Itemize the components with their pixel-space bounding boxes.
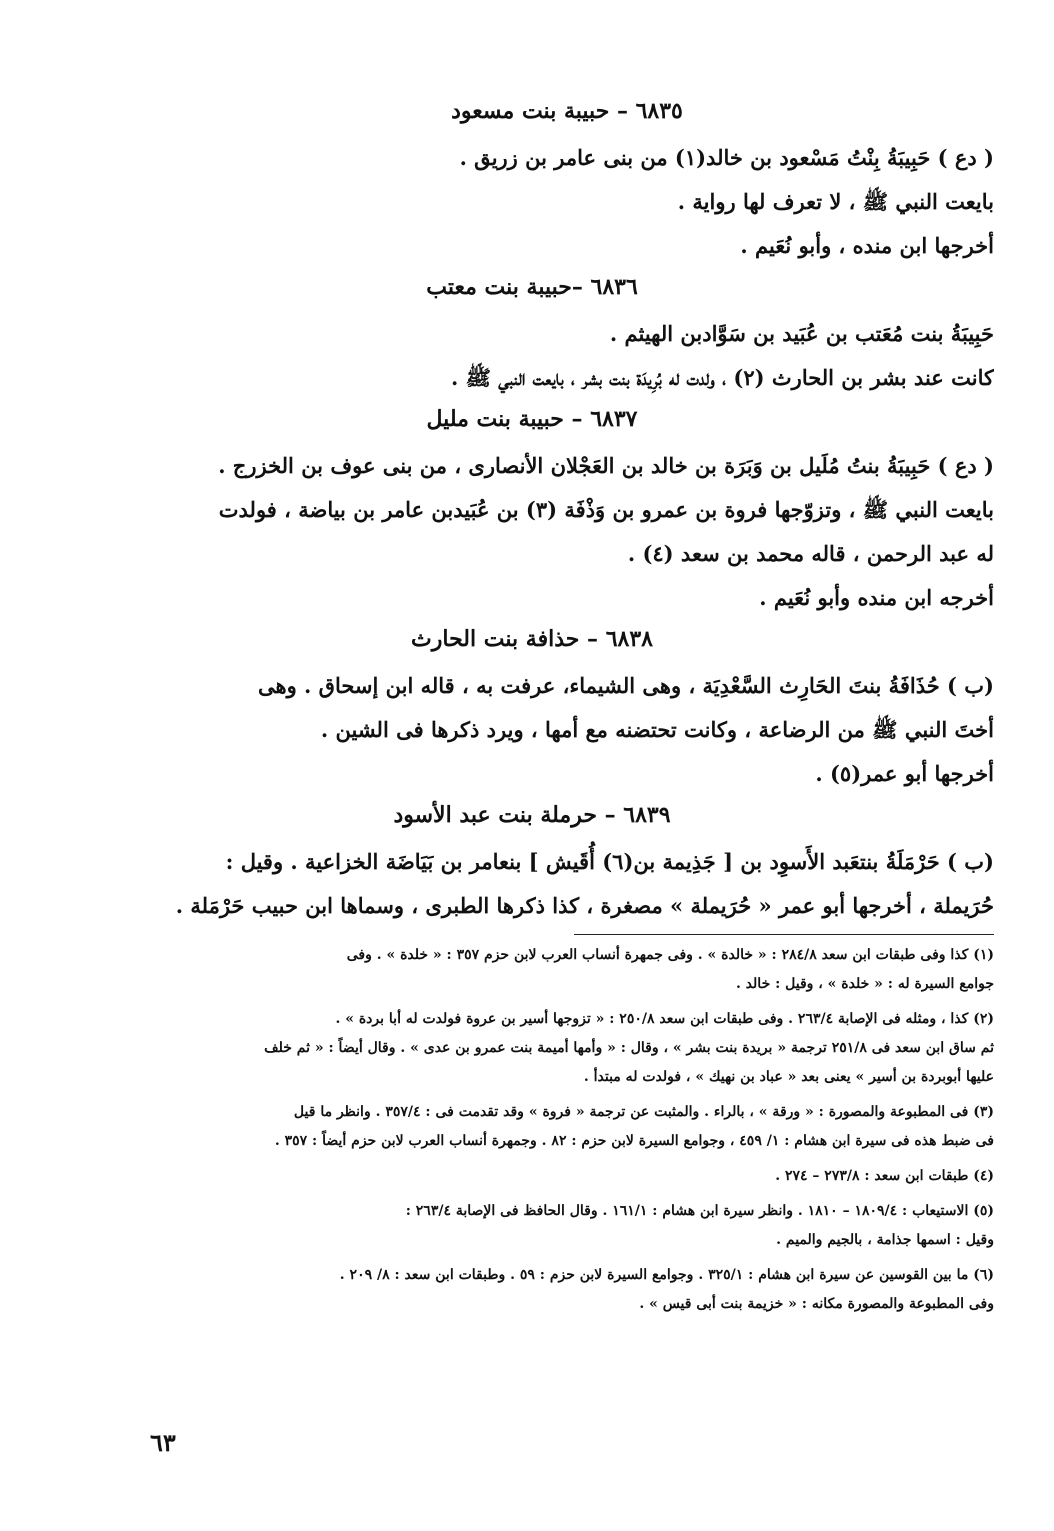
footnote-1: [70, 941, 994, 999]
text-line: ( دع ) حَبِيبَةُ بِنْتُ مَسْعود بن خالد(١) من بنى عامر بن زريق .: [459, 145, 994, 170]
text-line: بايعت النبي ﷺ ، لا تعرف لها رواية .: [677, 189, 994, 214]
text-line: حُرَيملة ، أخرجها أبو عمر « حُرَيملة » مصغرة ، كذا ذكرها الطبرى ، وسماها ابن حبيب حَرْمَلة .: [175, 893, 994, 918]
text-line: (ب ) حُذَافَةُ بنتَ الحَارِث السَّعْدِيَة ، وهى الشيماء، عرفت به ، قاله ابن إسحاق . وهى: [258, 673, 994, 698]
entry-body-6835: [70, 136, 994, 268]
text-line: بايعت النبي ﷺ ، وتزوّجها فروة بن عمرو بن وَذْفَة (٣) بن عُبَيدبن عامر بن بياضة ، فولدت: [218, 497, 994, 522]
footnote-line: فى ضبط هذه فى سيرة ابن هشام : ١/ ٤٥٩ ، وجوامع السيرة لابن حزم : ٨٢ . وجمهرة أنساب العرب لابن حزم أيضاً : ٣٥٧ .: [274, 1133, 994, 1149]
entry-body-6838: [70, 664, 994, 796]
text-line: كانت عند بشر بن الحارث (٢) ، ولدت له بُرِيدَة بنت بشر ، بايعت النبي ﷺ .: [451, 365, 994, 390]
entry-heading-6835: ٦٨٣٥ – حبيبة بنت مسعود: [451, 98, 683, 124]
footnote-5: [70, 1197, 994, 1255]
footnote-4: [70, 1162, 994, 1191]
entry-heading-6836: ٦٨٣٦ –حبيبة بنت معتب: [426, 274, 638, 300]
entry-body-6839: [70, 840, 994, 928]
entry-heading-6839: ٦٨٣٩ – حرملة بنت عبد الأسود: [393, 802, 671, 828]
footnote-line: (٣) فى المطبوعة والمصورة : « ورقة » ، بالراء . والمثبت عن ترجمة « فروة » وقد تقدمت فى : ٣٥٧/٤ . وانظر ما قيل: [293, 1104, 994, 1120]
footnote-line: وفى المطبوعة والمصورة مكانه : « خزيمة بنت أبى قيس » .: [639, 1296, 994, 1312]
entry-heading-6837: ٦٨٣٧ – حبيبة بنت مليل: [426, 406, 638, 432]
entry-body-6837: [70, 444, 994, 620]
footnote-separator: [574, 934, 994, 935]
text-line: أخرجه ابن منده وأبو نُعَيم .: [759, 585, 994, 610]
text-line: أختَ النبي ﷺ من الرضاعة ، وكانت تحتضنه مع أمها ، ويرد ذكرها فى الشين .: [320, 717, 994, 742]
text-line: ( دع ) حَبِيبَةُ بنتُ مُلَيل بن وَبَرَة بن خالد بن العَجْلان الأنصارى ، من بنى عوف بن الخزرج .: [218, 453, 994, 478]
footnote-line: وقيل : اسمها جذامة ، بالجيم والميم .: [776, 1232, 994, 1248]
footnote-3: [70, 1098, 994, 1156]
footnote-line: جوامع السيرة له : « خلدة » ، وقيل : خالد .: [735, 976, 994, 992]
main-text: [70, 92, 994, 1319]
footnote-line: (٥) الاستيعاب : ١٨٠٩/٤ – ١٨١٠ . وانظر سيرة ابن هشام : ١٦١/١ . وقال الحافظ فى الإصابة ٢٦٣/٤ :: [405, 1203, 994, 1219]
footnotes: [70, 941, 994, 1319]
text-line: له عبد الرحمن ، قاله محمد بن سعد (٤) .: [627, 541, 994, 566]
footnote-line: (٦) ما بين القوسين عن سيرة ابن هشام : ٣٢٥/١ . وجوامع السيرة لابن حزم : ٥٩ . وطبقات ابن سعد : ٨/ ٢٠٩ .: [339, 1267, 994, 1283]
text-line: أخرجها أبو عمر(٥) .: [815, 761, 994, 786]
text-line: (ب ) حَرْمَلَةُ بنتعَبد الأَسوِد بن [ جَذِيمة بن(٦) أُقَيش ] بنعامر بن بَيَاضَة الخزاعية . وقيل :: [225, 849, 994, 874]
footnote-2: [70, 1005, 994, 1092]
footnote-line: (٢) كذا ، ومثله فى الإصابة ٢٦٣/٤ . وفى طبقات ابن سعد ٢٥٠/٨ : « تزوجها أسير بن عروة فولدت له أبا بردة » .: [335, 1011, 994, 1027]
entry-body-6836: [70, 312, 994, 400]
footnote-line: (١) كذا وفى طبقات ابن سعد ٢٨٤/٨ : « خالدة » . وفى جمهرة أنساب العرب لابن حزم ٣٥٧ : « خلدة » . وفى: [346, 947, 994, 963]
entry-heading-6838: ٦٨٣٨ – حذافة بنت الحارث: [411, 626, 653, 652]
footnote-6: [70, 1261, 994, 1319]
footnote-line: ثم ساق ابن سعد فى ٢٥١/٨ ترجمة « بريدة بنت بشر » ، وقال : « وأمها أميمة بنت عمرو بن عدى » . وقال أيضاً : « ثم خلف: [264, 1040, 994, 1056]
page-number: ٦٣: [150, 1428, 176, 1457]
footnote-line: عليها أبوبردة بن أسير » يعنى بعد « عباد بن نهيك » ، فولدت له مبتدأ .: [583, 1069, 994, 1085]
footnote-line: (٤) طبقات ابن سعد : ٢٧٣/٨ – ٢٧٤ .: [775, 1168, 994, 1184]
text-line: حَبِيبَةُ بنت مُعَتب بن عُبَيد بن سَوَّادبن الهيثم .: [609, 321, 994, 346]
text-line: أخرجها ابن منده ، وأبو نُعَيم .: [740, 233, 994, 258]
